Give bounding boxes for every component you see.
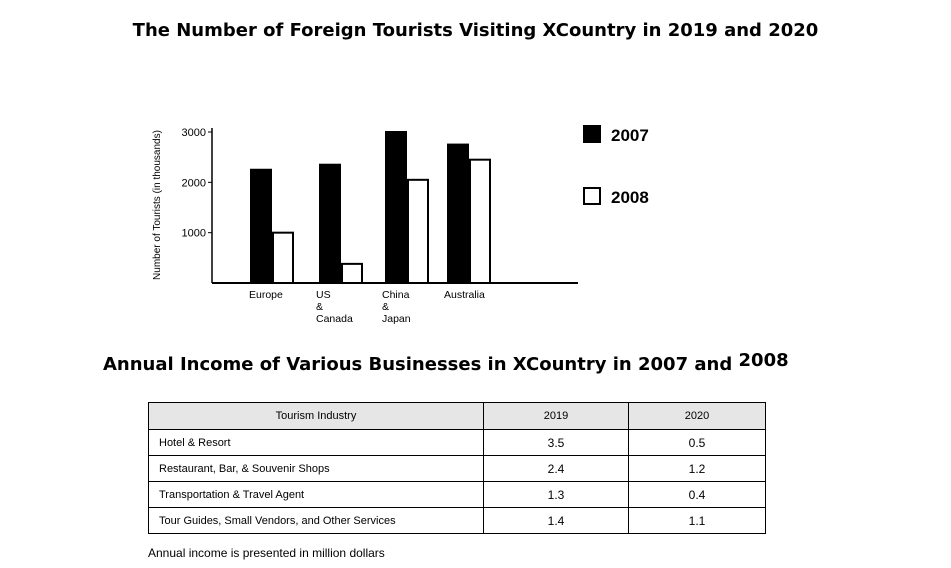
table-title-and: and <box>694 354 733 375</box>
bar-2008 <box>470 160 490 283</box>
row-value-2019: 1.4 <box>484 508 629 534</box>
x-tick-label: Europe <box>249 289 283 301</box>
x-tick-label: & <box>316 301 324 313</box>
x-tick-label: Australia <box>444 289 485 301</box>
bar-2008 <box>273 233 293 283</box>
income-table <box>148 402 766 534</box>
chart-title: The Number of Foreign Tourists Visiting XCountry in 2019 and 2020 <box>132 20 819 41</box>
row-value-2019: 1.3 <box>484 482 629 508</box>
x-tick-label: China <box>382 289 410 301</box>
row-value-2020: 0.4 <box>629 482 766 508</box>
y-axis-label: Number of Tourists (in thousands) <box>152 130 163 280</box>
table-title-main: Annual Income of Various Businesses in XCountry in <box>103 354 632 375</box>
table-row <box>149 430 766 456</box>
row-name: Tour Guides, Small Vendors, and Other Services <box>149 508 484 534</box>
x-tick-label: Japan <box>382 313 411 325</box>
table-title-year2: 2008 <box>738 350 789 371</box>
x-tick-label: US <box>316 289 331 301</box>
table-title <box>103 350 789 375</box>
legend-swatch-2008 <box>584 188 600 204</box>
y-tick-label: 2000 <box>181 177 206 190</box>
bar-2007 <box>386 132 406 283</box>
bar-2008 <box>342 264 362 283</box>
row-value-2019: 2.4 <box>484 456 629 482</box>
header-industry: Tourism Industry <box>149 403 484 430</box>
row-value-2020: 1.2 <box>629 456 766 482</box>
row-value-2020: 0.5 <box>629 430 766 456</box>
legend-label-2007: 2007 <box>611 126 649 145</box>
y-tick-label: 3000 <box>181 127 206 139</box>
header-2020: 2020 <box>629 403 766 430</box>
row-name: Transportation & Travel Agent <box>149 482 484 508</box>
table-footnote: Annual income is presented in million dollars <box>148 546 385 560</box>
bar-2007 <box>448 145 468 283</box>
table-header-row <box>149 403 766 430</box>
table-title-year1: 2007 <box>638 354 689 375</box>
header-2019: 2019 <box>484 403 629 430</box>
bar-2007 <box>251 170 271 283</box>
table-row <box>149 456 766 482</box>
x-tick-label: & <box>382 301 390 313</box>
bar-2007 <box>320 165 340 283</box>
y-tick-label: 1000 <box>181 227 206 240</box>
x-tick-label: Canada <box>316 313 353 325</box>
legend-label-2008: 2008 <box>611 188 649 207</box>
table-row <box>149 482 766 508</box>
row-name: Hotel & Resort <box>149 430 484 456</box>
row-value-2020: 1.1 <box>629 508 766 534</box>
table-row <box>149 508 766 534</box>
legend-swatch-2007 <box>584 126 600 142</box>
row-name: Restaurant, Bar, & Souvenir Shops <box>149 456 484 482</box>
row-value-2019: 3.5 <box>484 430 629 456</box>
bar-2008 <box>408 180 428 283</box>
